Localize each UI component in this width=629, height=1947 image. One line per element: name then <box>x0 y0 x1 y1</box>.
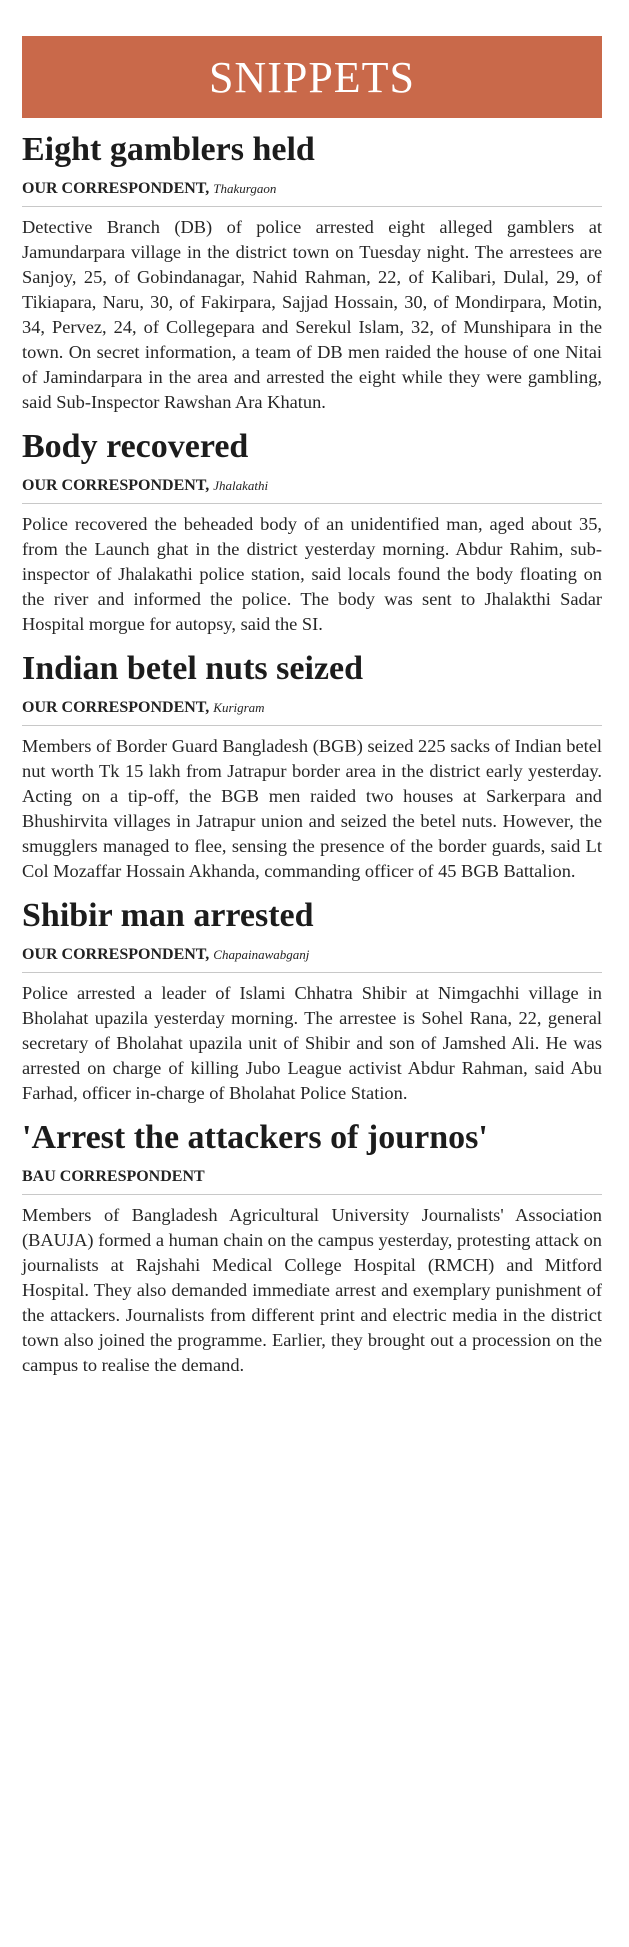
story-eight-gamblers <box>22 118 602 415</box>
story-byline <box>22 179 602 199</box>
story-headline: 'Arrest the attackers of journos' <box>22 1119 488 1156</box>
byline-author: OUR CORRESPONDENT, <box>22 477 210 494</box>
snippets-page <box>22 36 602 1378</box>
story-headline: Shibir man arrested <box>22 897 314 934</box>
byline-author: OUR CORRESPONDENT, <box>22 180 210 197</box>
story-headline: Body recovered <box>22 428 249 465</box>
byline-author: OUR CORRESPONDENT, <box>22 699 210 716</box>
section-title: SNIPPETS <box>208 52 416 102</box>
story-body: Members of Border Guard Bangladesh (BGB) seized 225 sacks of Indian betel nut worth Tk 15 lakh from Jatrapur border area in the district early yesterday. Acting on a tip-off, the BGB men raided two houses at Sarkerpara and Bhushirvita villages in Jatrapur union and seized the betel nuts. However, the smugglers managed to flee, sensing the presence of the border guards, said Lt Col Mozaffar Hossain Akhanda, commanding officer of 45 BGB Battalion. <box>22 736 602 881</box>
story-byline <box>22 476 602 496</box>
story-body: Detective Branch (DB) of police arrested eight alleged gamblers at Jamundarpara village in the district town on Tuesday night. The arrestees are Sanjoy, 25, of Gobindanagar, Nahid Rahman, 22, of Kalibari, Dulal, 29, of Tikiapara, Naru, 30, of Fakirpara, Sajjad Hossain, 30, of Mondirpara, Motin, 34, Pervez, 24, of Collegepara and Serekul Islam, 32, of Munshipara in the town. On secret information, a team of DB men raided the house of one Nitai of Jamindarpara in the area and arrested the eight while they were gambling, said Sub-Inspector Rawshan Ara Khatun. <box>22 217 602 412</box>
byline-place: Jhalakathi <box>213 478 269 493</box>
byline-place: Thakurgaon <box>213 181 277 196</box>
byline-author: OUR CORRESPONDENT, <box>22 946 210 963</box>
divider <box>22 206 602 207</box>
story-headline: Indian betel nuts seized <box>22 650 363 687</box>
divider <box>22 503 602 504</box>
story-shibir-man <box>22 884 602 1106</box>
story-body: Members of Bangladesh Agricultural University Journalists' Association (BAUJA) formed a human chain on the campus yesterday, protesting attack on journalists at Rajshahi Medical College Hospital (RMCH) and Mitford Hospital. They also demanded immediate arrest and exemplary punishment of the attackers. Journalists from different print and electric media in the district town also joined the programme. Earlier, they brought out a procession on the campus to realise the demand. <box>22 1205 602 1375</box>
story-byline <box>22 945 602 965</box>
story-byline <box>22 698 602 718</box>
story-betel-nuts <box>22 637 602 884</box>
byline-place: Kurigram <box>213 700 265 715</box>
story-body: Police recovered the beheaded body of an unidentified man, aged about 35, from the Launch ghat in the district yesterday morning. Abdur Rahim, sub-inspector of Jhalakathi police station, said locals found the body floating on the river and informed the police. The body was sent to Jhalakthi Sadar Hospital morgue for autopsy, said the SI. <box>22 514 602 634</box>
story-byline <box>22 1167 602 1187</box>
story-journos <box>22 1106 602 1378</box>
byline-place: Chapainawabganj <box>213 947 310 962</box>
divider <box>22 1194 602 1195</box>
story-body-recovered <box>22 415 602 637</box>
section-banner <box>22 36 602 118</box>
story-body: Police arrested a leader of Islami Chhatra Shibir at Nimgachhi village in Bholahat upazila yesterday morning. The arrestee is Sohel Rana, 22, general secretary of Bholahat upazila unit of Shibir and son of Jamshed Ali. He was arrested on charge of killing Jubo League activist Abdur Rahman, said Abu Farhad, officer in-charge of Bholahat Police Station. <box>22 983 602 1103</box>
byline-author: BAU CORRESPONDENT <box>22 1168 205 1185</box>
story-headline: Eight gamblers held <box>22 131 315 168</box>
divider <box>22 725 602 726</box>
divider <box>22 972 602 973</box>
